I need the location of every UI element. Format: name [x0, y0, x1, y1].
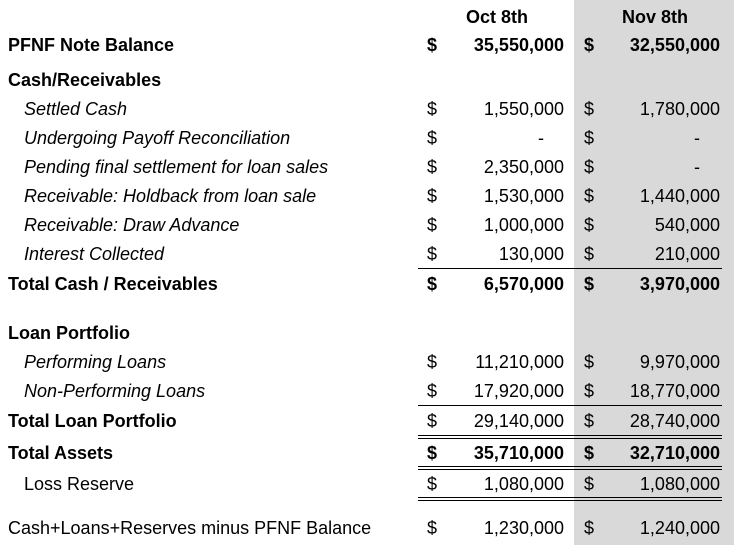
value-oct: 1,530,000 [483, 186, 564, 206]
currency-symbol: $ [427, 474, 438, 494]
row-label: Performing Loans [24, 352, 167, 372]
currency-symbol: $ [584, 244, 595, 264]
currency-symbol: $ [427, 99, 438, 119]
currency-symbol: $ [584, 215, 595, 235]
value-nov: 3,970,000 [639, 274, 720, 294]
currency-symbol: $ [427, 35, 438, 55]
currency-symbol: $ [427, 443, 438, 463]
row-label: Receivable: Draw Advance [24, 215, 240, 235]
value-oct: 11,210,000 [475, 352, 564, 372]
total-rule-top [418, 497, 722, 498]
value-nov: 1,240,000 [639, 518, 720, 538]
value-nov: 32,550,000 [629, 35, 720, 55]
column-header-nov: Nov 8th [621, 7, 688, 27]
total-rule-bottom [418, 500, 722, 501]
row-label: Receivable: Holdback from loan sale [24, 186, 317, 206]
value-oct: 1,230,000 [483, 518, 564, 538]
row-label: Interest Collected [24, 244, 165, 264]
value-nov: 28,740,000 [629, 411, 720, 431]
value-nov: - [694, 157, 700, 177]
value-nov: 540,000 [654, 215, 720, 235]
subtotal-rule [418, 268, 722, 269]
value-oct: 130,000 [498, 244, 564, 264]
currency-symbol: $ [584, 35, 595, 55]
row-pfnf-note-balance [0, 31, 734, 60]
row-label: Total Assets [8, 443, 114, 463]
value-oct: 1,550,000 [483, 99, 564, 119]
currency-symbol: $ [584, 411, 595, 431]
row-performing-loans [0, 348, 734, 377]
row-total-cash-receivables [0, 270, 734, 299]
value-nov: 9,970,000 [639, 352, 720, 372]
currency-symbol: $ [584, 443, 595, 463]
value-nov: 1,080,000 [639, 474, 720, 494]
value-nov: 1,780,000 [639, 99, 720, 119]
currency-symbol: $ [427, 518, 438, 538]
row-label: Total Cash / Receivables [8, 274, 218, 294]
row-interest-collected [0, 240, 734, 269]
row-settled-cash [0, 95, 734, 124]
currency-symbol: $ [584, 274, 595, 294]
value-oct: 2,350,000 [483, 157, 564, 177]
value-nov: 32,710,000 [629, 443, 720, 463]
row-loss-reserve [0, 470, 734, 499]
row-label: Pending final settlement for loan sales [24, 157, 329, 177]
row-non-performing-loans [0, 377, 734, 406]
value-oct: 29,140,000 [473, 411, 564, 431]
subtotal-rule [418, 405, 722, 406]
currency-symbol: $ [584, 474, 595, 494]
currency-symbol: $ [427, 352, 438, 372]
column-header-oct: Oct 8th [465, 7, 528, 27]
row-cash-receivables-heading [0, 66, 734, 95]
row-label: Total Loan Portfolio [8, 411, 177, 431]
row-total-loan-portfolio [0, 407, 734, 436]
value-oct: 1,080,000 [483, 474, 564, 494]
currency-symbol: $ [427, 215, 438, 235]
total-rule-top [418, 435, 722, 436]
row-label: PFNF Note Balance [8, 35, 175, 55]
section-heading: Loan Portfolio [8, 323, 130, 343]
value-oct: 1,000,000 [483, 215, 564, 235]
currency-symbol: $ [584, 186, 595, 206]
row-pending-final-settlement [0, 153, 734, 182]
currency-symbol: $ [427, 381, 438, 401]
value-oct: 6,570,000 [483, 274, 564, 294]
currency-symbol: $ [584, 128, 595, 148]
currency-symbol: $ [584, 518, 595, 538]
row-total-assets [0, 439, 734, 468]
total-rule-top [418, 466, 722, 467]
row-label: Cash+Loans+Reserves minus PFNF Balance [8, 518, 372, 538]
row-label: Undergoing Payoff Reconciliation [24, 128, 291, 148]
value-nov: 18,770,000 [629, 381, 720, 401]
value-nov: - [694, 128, 700, 148]
value-nov: 210,000 [654, 244, 720, 264]
row-undergoing-payoff [0, 124, 734, 153]
row-net-difference [0, 514, 734, 543]
currency-symbol: $ [427, 128, 438, 148]
value-oct: - [538, 128, 544, 148]
value-oct: 35,550,000 [473, 35, 564, 55]
currency-symbol: $ [584, 157, 595, 177]
row-label: Non-Performing Loans [24, 381, 206, 401]
currency-symbol: $ [427, 411, 438, 431]
value-nov: 1,440,000 [639, 186, 720, 206]
currency-symbol: $ [427, 244, 438, 264]
value-oct: 35,710,000 [473, 443, 564, 463]
currency-symbol: $ [427, 186, 438, 206]
row-label: Settled Cash [24, 99, 128, 119]
currency-symbol: $ [584, 352, 595, 372]
currency-symbol: $ [427, 157, 438, 177]
row-receivable-holdback [0, 182, 734, 211]
row-loan-portfolio-heading [0, 319, 734, 348]
currency-symbol: $ [584, 381, 595, 401]
currency-symbol: $ [584, 99, 595, 119]
currency-symbol: $ [427, 274, 438, 294]
section-heading: Cash/Receivables [8, 70, 162, 90]
row-label: Loss Reserve [24, 474, 135, 494]
row-receivable-draw-advance [0, 211, 734, 240]
value-oct: 17,920,000 [473, 381, 564, 401]
